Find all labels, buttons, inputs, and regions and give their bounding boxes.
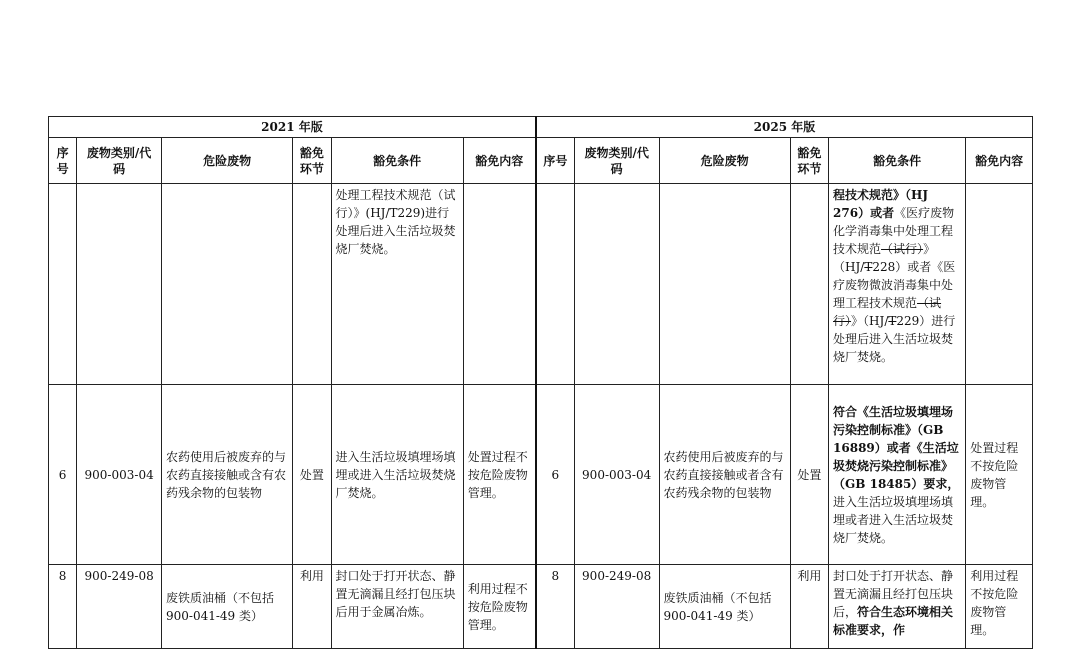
cond-segment: 228）或者《医疗废物微波消毒集中处理工程技术规范 — [833, 260, 956, 310]
version-2025-header: 2025 年版 — [536, 117, 1033, 138]
cell-stage — [293, 184, 331, 385]
cond-segment: 229）进行处理后进入生活垃圾焚烧厂焚烧。 — [833, 314, 956, 364]
cond-struck-segment: （试行） — [881, 242, 924, 256]
cell-content — [966, 184, 1033, 385]
cond-segment: 封口处于打开状态、静置无滴漏且经打包压块后， — [833, 569, 954, 619]
cell-condition-2025 — [829, 565, 966, 649]
cell-waste: 废铁质油桶（不包括 900-041-49 类） — [162, 565, 293, 649]
col-content-2025: 豁免内容 — [966, 138, 1033, 184]
cond-struck-segment: （试行） — [833, 296, 942, 328]
cell-waste — [659, 184, 790, 385]
col-stage-2025: 豁免环节 — [790, 138, 828, 184]
cell-condition-2025 — [829, 184, 966, 385]
cell-seq: 8 — [49, 565, 77, 649]
cond-bold-segment: 程技术规范》（HJ 276）或者 — [833, 188, 929, 220]
cell-content: 利用过程不按危险废物管理。 — [966, 565, 1033, 649]
cond-segment: 进入生活垃圾填埋场填埋或者进入生活垃圾焚烧厂焚烧。 — [833, 494, 954, 545]
table-row — [49, 385, 1033, 565]
cond-segment: 》（HJ/ — [851, 314, 889, 328]
cell-stage: 利用 — [293, 565, 331, 649]
version-2021-header: 2021 年版 — [49, 117, 536, 138]
col-condition-2025: 豁免条件 — [829, 138, 966, 184]
cell-condition: 封口处于打开状态、静置无滴漏且经打包压块后用于金属冶炼。 — [331, 565, 463, 649]
cond-bold-segment: 符合《生活垃圾填埋场污染控制标准》（GB 16889）或者《生活垃圾焚烧污染控制标准》（GB 18485）要求， — [833, 404, 960, 491]
cell-stage: 处置 — [790, 385, 828, 565]
cell-seq — [536, 184, 574, 385]
cell-waste — [162, 184, 293, 385]
exemption-comparison-table — [48, 116, 1033, 649]
col-stage-2021: 豁免环节 — [293, 138, 331, 184]
cond-segment: 《医疗废物化学消毒集中处理工程技术规范 — [833, 206, 955, 256]
cell-seq: 6 — [49, 385, 77, 565]
cell-condition: 进入生活垃圾填埋场填埋或进入生活垃圾焚烧厂焚烧。 — [331, 385, 463, 565]
cell-stage: 处置 — [293, 385, 331, 565]
cell-waste: 废铁质油桶（不包括 900-041-49 类） — [659, 565, 790, 649]
cell-waste: 农药使用后被废弃的与农药直接接触或者含有农药残余物的包装物 — [659, 385, 790, 565]
col-waste-2025: 危险废物 — [659, 138, 790, 184]
table-row — [49, 565, 1033, 649]
cell-code — [574, 184, 659, 385]
table-row — [49, 184, 1033, 385]
col-seq-2025: 序号 — [536, 138, 574, 184]
col-seq-2021: 序号 — [49, 138, 77, 184]
col-category-2021: 废物类别/代码 — [77, 138, 162, 184]
cell-code: 900-249-08 — [574, 565, 659, 649]
cell-condition: 处理工程技术规范（试行）》(HJ/T229)进行处理后进入生活垃圾焚烧厂焚烧。 — [331, 184, 463, 385]
cell-condition-2025 — [829, 385, 966, 565]
cell-content: 处置过程不按危险废物管理。 — [463, 385, 536, 565]
cell-content: 利用过程不按危险废物管理。 — [463, 565, 536, 649]
col-content-2021: 豁免内容 — [463, 138, 536, 184]
cell-content: 处置过程不按危险废物管理。 — [966, 385, 1033, 565]
cell-code: 900-249-08 — [77, 565, 162, 649]
cond-bold-segment: 符合生态环境相关标准要求，作 — [833, 605, 954, 637]
cond-segment: 》（HJ/ — [833, 242, 936, 274]
cell-seq: 8 — [536, 565, 574, 649]
cell-code: 900-003-04 — [77, 385, 162, 565]
col-waste-2021: 危险废物 — [162, 138, 293, 184]
cell-stage — [790, 184, 828, 385]
cell-code — [77, 184, 162, 385]
cell-seq — [49, 184, 77, 385]
col-condition-2021: 豁免条件 — [331, 138, 463, 184]
cell-seq: 6 — [536, 385, 574, 565]
cell-stage: 利用 — [790, 565, 828, 649]
cond-struck-segment: T — [864, 260, 873, 274]
cell-waste: 农药使用后被废弃的与农药直接接触或含有农药残余物的包装物 — [162, 385, 293, 565]
cell-code: 900-003-04 — [574, 385, 659, 565]
col-category-2025: 废物类别/代码 — [574, 138, 659, 184]
cell-content — [463, 184, 536, 385]
cond-struck-segment: T — [888, 314, 897, 328]
